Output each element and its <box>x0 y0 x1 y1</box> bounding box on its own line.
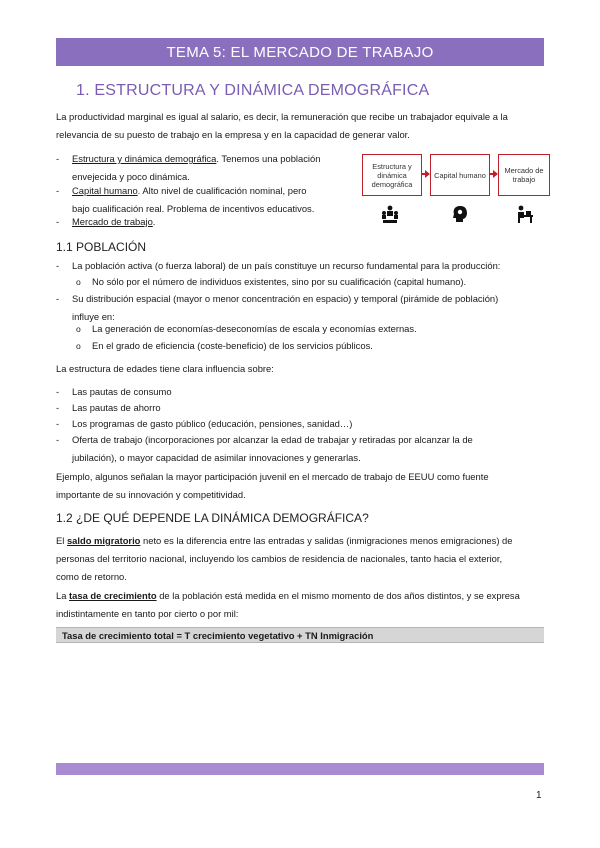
intro-paragraph <box>56 108 544 144</box>
bullet-text: . <box>152 216 156 227</box>
bullet-text: Su distribución espacial (mayor o menor concentración en espacio) y temporal (pirámide de población) <box>72 293 499 304</box>
bullet-text: . Alto nivel de cualificación nominal, pero <box>137 185 307 196</box>
bullet-dash: - <box>56 386 60 397</box>
sub-bullet-efficiency: En el grado de eficiencia (coste-beneficio) de los servicios públicos. <box>92 340 373 351</box>
section-1-2-heading: 1.2 ¿DE QUÉ DEPENDE LA DINÁMICA DEMOGRÁFICA? <box>56 511 369 525</box>
term-tasa-crecimiento: tasa de crecimiento <box>69 590 157 601</box>
ages-item: Los programas de gasto público (educación, pensiones, sanidad…) <box>72 418 353 429</box>
paragraph-text: La <box>56 590 70 601</box>
bullet-dash: - <box>56 216 60 227</box>
bullet-market <box>72 213 155 231</box>
sub-bullet-economies: La generación de economías-deseconomías de escala y economías externas. <box>92 323 417 334</box>
link-capital[interactable]: Capital humano <box>72 185 138 196</box>
population-icon <box>380 204 400 224</box>
example-paragraph <box>56 468 544 504</box>
bullet-text: Oferta de trabajo (incorporaciones por alcanzar la edad de trabajar y retiradas por alcanzar la de <box>72 434 473 445</box>
document-title: TEMA 5: EL MERCADO DE TRABAJO <box>56 38 544 66</box>
bullet-active-population: La población activa (o fuerza laboral) de un país constituye un recurso fundamental para la producción: <box>72 260 501 271</box>
section-1-heading: 1. ESTRUCTURA Y DINÁMICA DEMOGRÁFICA <box>76 82 430 99</box>
bullet-text: influye en: <box>72 311 115 322</box>
paragraph-text: indistintamente en tanto por cierto o por mil: <box>56 608 239 620</box>
ages-item: Las pautas de ahorro <box>72 402 161 413</box>
ages-intro: La estructura de edades tiene clara influencia sobre: <box>56 363 274 374</box>
sub-bullet-circle: o <box>76 324 81 334</box>
link-market[interactable]: Mercado de trabajo <box>72 216 153 227</box>
footer-bar <box>56 763 544 775</box>
ages-item-labor-supply <box>72 431 544 467</box>
bullet-dash: - <box>56 434 60 445</box>
bullet-dash: - <box>56 293 60 304</box>
worker-desk-icon <box>514 204 534 224</box>
diagram-box-market: Mercado de trabajo <box>498 154 550 196</box>
growth-formula: Tasa de crecimiento total = T crecimiento vegetativo + TN Inmigración <box>56 627 544 643</box>
section-1-1-heading: 1.1 POBLACIÓN <box>56 240 147 254</box>
intro-line-1: La productividad marginal es igual al salario, es decir, la remuneración que recibe un trabajador equivale a la <box>56 111 508 122</box>
paragraph-text: como de retorno. <box>56 571 127 583</box>
bullet-dash: - <box>56 260 60 271</box>
example-line-1: Ejemplo, algunos señalan la mayor participación juvenil en el mercado de trabajo de EEUU como fuente <box>56 471 489 482</box>
bullet-text: bajo cualificación real. Problema de incentivos educativos. <box>72 203 315 214</box>
bullet-structure <box>72 150 352 186</box>
bullet-text: . Tenemos una población <box>216 153 321 164</box>
ages-item: Las pautas de consumo <box>72 386 172 397</box>
diagram-box-structure: Estructura y dinámica demográfica <box>362 154 422 196</box>
link-structure[interactable]: Estructura y dinámica demográfica <box>72 153 217 164</box>
migration-paragraph <box>56 532 544 587</box>
sub-bullet-circle: o <box>76 277 81 287</box>
page-number: 1 <box>536 790 542 801</box>
term-saldo-migratorio: saldo migratorio <box>66 535 141 546</box>
bullet-dash: - <box>56 153 60 164</box>
bullet-text: envejecida y poco dinámica. <box>72 171 190 182</box>
intro-line-2: relevancia de su puesto de trabajo en la empresa y en la capacidad de generar valor. <box>56 129 410 141</box>
paragraph-text: neto es la diferencia entre las entradas y salidas (inmigraciones menos emigraciones) de <box>140 535 513 546</box>
diagram-arrow <box>422 173 426 175</box>
sub-bullet-qualification: No sólo por el número de individuos existentes, sino por su cualificación (capital humano). <box>92 276 467 287</box>
paragraph-text: personas del territorio nacional, incluyendo los cambios de residencia de nacionales, tanto hacia el exterior, <box>56 553 503 565</box>
bullet-dash: - <box>56 418 60 429</box>
example-line-2: importante de su innovación y competitividad. <box>56 489 246 501</box>
paragraph-text: de la población está medida en el mismo momento de dos años distintos, y se expresa <box>156 590 520 601</box>
diagram-arrow <box>490 173 494 175</box>
paragraph-text: El <box>56 535 67 546</box>
bullet-text: jubilación), o mayor capacidad de asimilar innovaciones y generarlas. <box>72 452 361 463</box>
bullet-dash: - <box>56 402 60 413</box>
diagram-box-capital: Capital humano <box>430 154 490 196</box>
bullet-dash: - <box>56 185 60 196</box>
growth-rate-paragraph <box>56 587 544 623</box>
human-capital-head-icon <box>450 204 470 224</box>
sub-bullet-circle: o <box>76 341 81 351</box>
